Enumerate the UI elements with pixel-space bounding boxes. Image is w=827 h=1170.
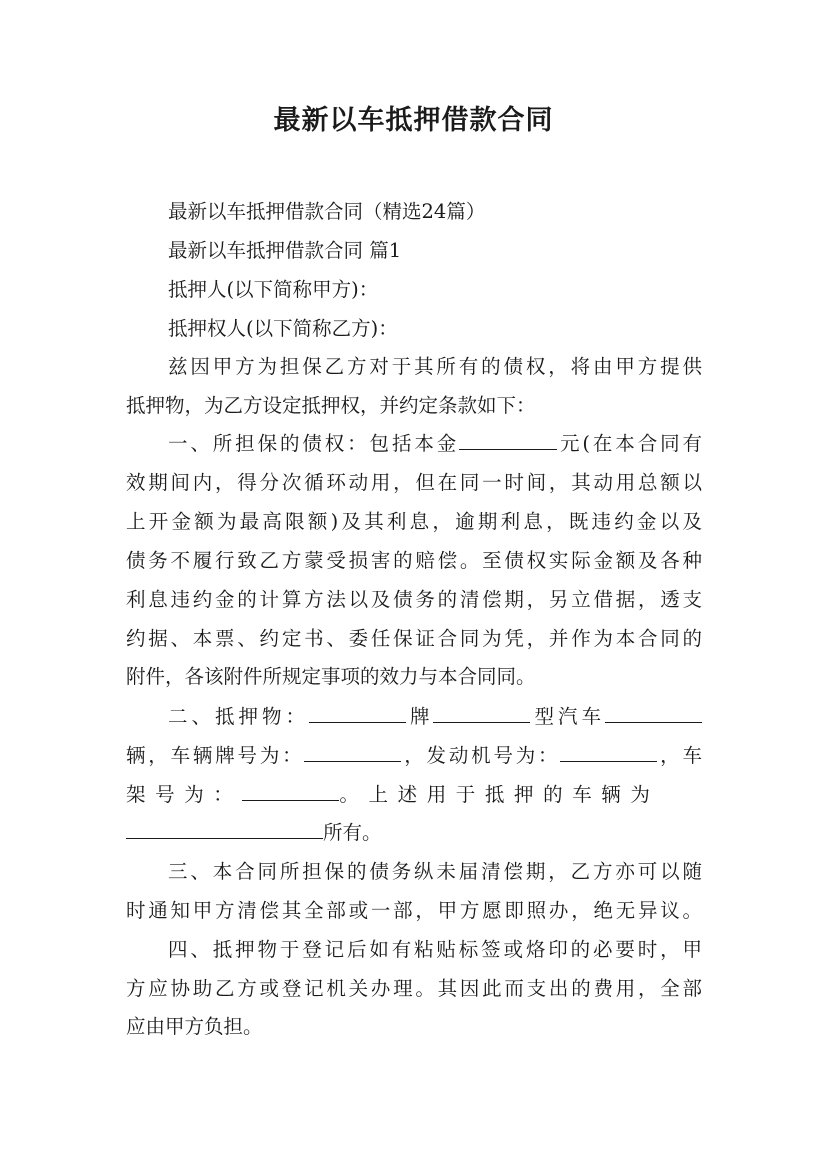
clause-1-line: 债务不履行致乙方蒙受损害的赔偿。至债权实际金额及各种 xyxy=(126,549,702,572)
vehicle-type-blank xyxy=(605,704,702,723)
clause-3-line: 三、本合同所担保的债务纵未届清偿期，乙方亦可以随 xyxy=(168,860,702,883)
document-subtitle: 最新以车抵押借款合同（精选24篇） xyxy=(168,200,486,223)
document-title: 最新以车抵押借款合同 xyxy=(273,105,554,136)
owner-blank xyxy=(126,820,323,839)
clause-4-line: 四、抵押物于登记后如有粘贴标签或烙印的必要时，甲 xyxy=(168,938,702,961)
clause-text: 架号为： xyxy=(126,783,243,806)
clause-2-line xyxy=(168,702,702,732)
mortgagor-line: 抵押人(以下简称甲方)： xyxy=(168,278,379,301)
principal-blank xyxy=(459,431,557,450)
clause-text: ，车 xyxy=(657,744,702,767)
clause-text: ，发动机号为： xyxy=(401,744,561,767)
frame-number-blank xyxy=(242,782,339,801)
brand-blank xyxy=(309,704,406,723)
clause-2-line xyxy=(126,818,702,848)
clause-1-line: 附件，各该附件所规定事项的效力与本合同同。 xyxy=(126,665,536,688)
plate-number-blank xyxy=(304,743,401,762)
clause-2-line xyxy=(126,741,702,771)
clause-text: 辆，车辆牌号为： xyxy=(126,744,305,767)
clause-1-line: 上开金额为最高限额)及其利息，逾期利息，既违约金以及 xyxy=(126,510,702,533)
clause-1-line: 效期间内，得分次循环动用，但在同一时间，其动用总额以 xyxy=(126,471,702,494)
preamble-line: 抵押物，为乙方设定抵押权，并约定条款如下： xyxy=(126,394,536,417)
clause-1-line: 利息违约金的计算方法以及债务的清偿期，另立借据，透支 xyxy=(126,588,702,611)
clause-text: 一、所担保的债权：包括本金 xyxy=(168,432,460,455)
mortgagee-line: 抵押权人(以下简称乙方)： xyxy=(168,317,398,340)
clause-3-line: 时通知甲方清偿其全部或一部，甲方愿即照办，绝无异议。 xyxy=(126,899,702,922)
section-heading: 最新以车抵押借款合同 篇1 xyxy=(168,239,402,262)
clause-4-line: 方应协助乙方或登记机关办理。其因此而支出的费用，全部 xyxy=(126,977,702,1000)
clause-text: 元(在本合同有 xyxy=(557,432,702,455)
clause-text: 型汽车 xyxy=(530,705,605,728)
engine-number-blank xyxy=(560,743,657,762)
clause-1-line xyxy=(168,429,702,459)
clause-text: 。上述用于抵押的车辆为 xyxy=(339,783,660,806)
clause-text: 牌 xyxy=(405,705,434,728)
clause-1-line: 约据、本票、约定书、委任保证合同为凭，并作为本合同的 xyxy=(126,627,702,650)
clause-text: 所有。 xyxy=(323,821,382,844)
preamble-line: 兹因甲方为担保乙方对于其所有的债权，将由甲方提供 xyxy=(168,355,702,378)
clause-2-line xyxy=(126,780,702,810)
clause-4-line: 应由甲方负担。 xyxy=(126,1015,263,1038)
model-blank xyxy=(433,704,530,723)
clause-text: 二、抵押物： xyxy=(168,705,309,728)
